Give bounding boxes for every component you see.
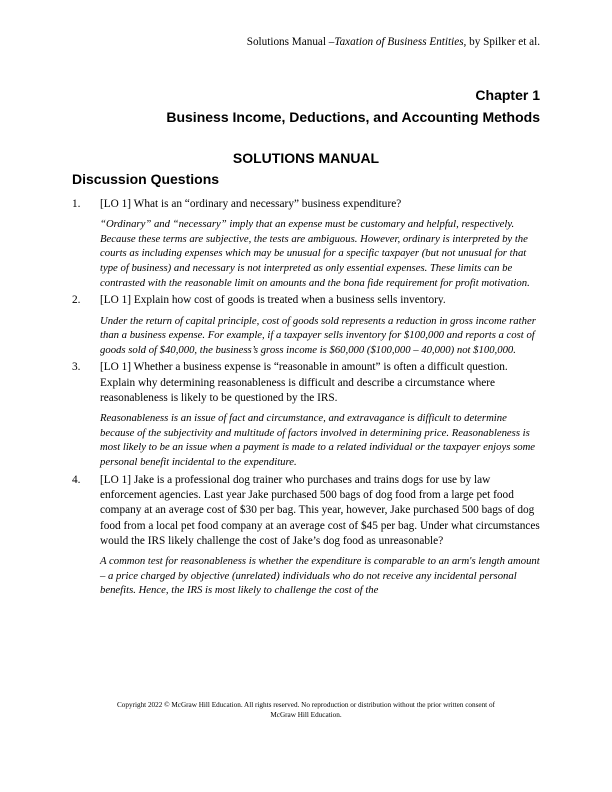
question-item [72,360,540,469]
question-number: 2. [72,294,81,307]
header-prefix: Solutions Manual – [246,36,335,48]
answer-text: A common test for reasonableness is whether the expenditure is comparable to an arm's length amount – a price charged by objective (unrelated) individuals who do not receive any incidental personal benefits. Hence, the IRS is most likely to challenge the cost of the [100,555,540,597]
chapter-label: Chapter 1 [475,87,540,103]
question-item [72,293,540,357]
question-number: 4. [72,473,81,486]
header-suffix: by Spilker et al. [466,36,540,48]
question-number: 1. [72,198,81,210]
copyright-footer [100,701,512,720]
section-heading: Discussion Questions [72,171,220,187]
manual-title: SOLUTIONS MANUAL [232,150,380,166]
question-text: [LO 1] What is an “ordinary and necessary” business expenditure? [100,198,402,210]
question-list [72,197,540,601]
question-text: [LO 1] Explain how cost of goods is treated when a business sells inventory. [100,294,446,307]
running-header [247,36,540,48]
answer-text: “Ordinary” and “necessary” imply that an expense must be customary and helpful, respectively. Because these terms are subjective, the tests are ambiguous. However, ordinary is interpreted by the courts as including expenses which may be unusual for a specific taxpayer (but not unusual for that type of business) and necessary is not interpreted as only essential expenses. These limits can be contrasted with the reasonable limit on amounts and the bona fide requirement for profit motivation. [100,218,530,289]
question-text: [LO 1] Jake is a professional dog trainer who purchases and trains dogs for use by law enforcement agencies. Last year Jake purchased 500 bags of dog food from a large pet food company at an average cost of $30 per bag. This year, however, Jake purchased 500 bags of dog food from a local pet food company at an average cost of $45 per bag. Under what circumstances would the IRS likely challenge the cost of Jake’s dog food as unreasonable? [100,473,540,547]
question-item [72,473,540,598]
header-book-title: Taxation of Business Entities, [334,36,467,48]
answer-text: Reasonableness is an issue of fact and circumstance, and extravagance is difficult to determine because of the subjectivity and multitude of factors involved in determining price. Reasonableness is most likely to be an issue when a payment is made to a related individual or the taxpayer enjoys some personal benefit incidental to the expenditure. [100,412,536,469]
question-text: [LO 1] Whether a business expense is “reasonable in amount” is often a difficult question. Explain why determining reasonableness is difficult and describe a circumstance where reasonableness is likely to be questioned by the IRS. [100,361,508,404]
chapter-title: Business Income, Deductions, and Accounting Methods [166,109,540,125]
question-item [72,197,540,290]
footer-line-1: Copyright 2022 © McGraw Hill Education. All rights reserved. No reproduction or distribution without the prior written consent of [117,701,495,709]
answer-text: Under the return of capital principle, cost of goods sold represents a reduction in gross income rather than a business expense. For example, if a taxpayer sells inventory for $100,000 and reports a cost of goods sold of $40,000, the business’s gross income is $60,000 ($100,000 – 40,000) not $100,000. [100,314,536,356]
question-number: 3. [72,361,81,374]
footer-line-2: McGraw Hill Education. [270,710,342,719]
